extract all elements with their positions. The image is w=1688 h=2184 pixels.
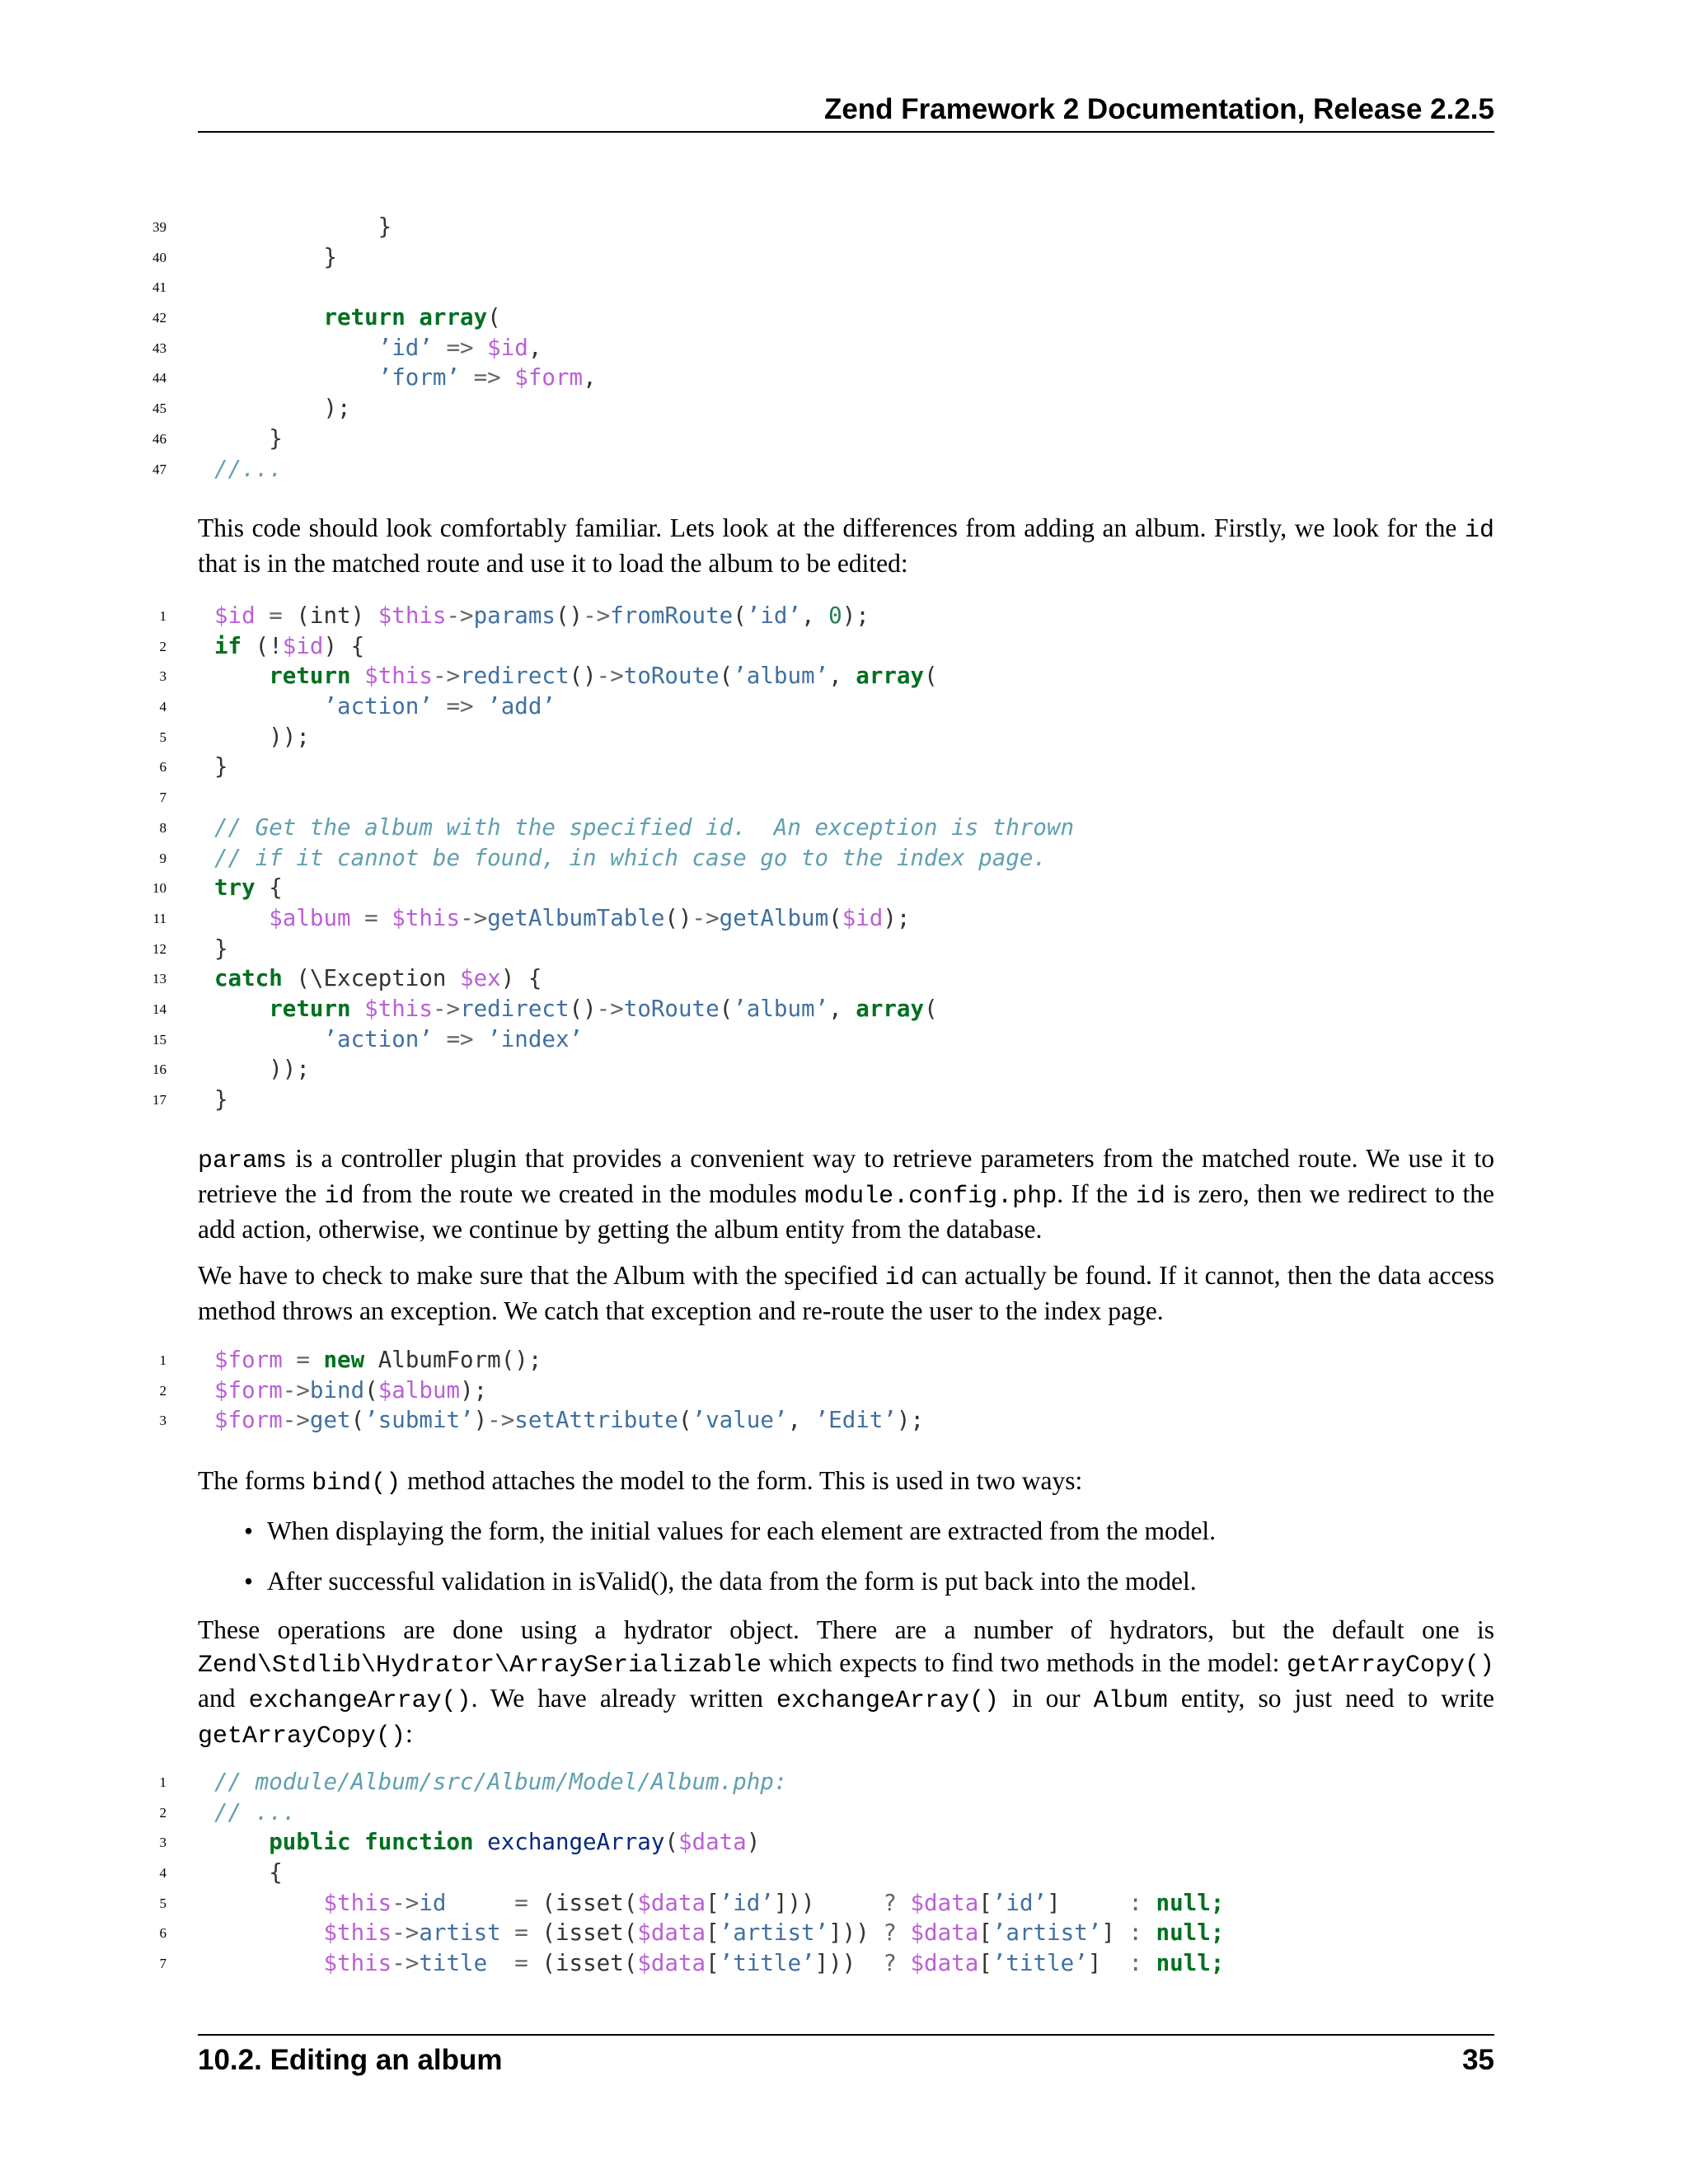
line-number: 4: [159, 1865, 166, 1882]
line-number: 6: [159, 759, 166, 776]
code-line: 4 {: [0, 1858, 1688, 1888]
code-line: 1 $form = new AlbumForm();: [0, 1345, 1688, 1376]
line-number: 2: [159, 1804, 166, 1821]
code-line: 12 }: [0, 934, 1688, 964]
line-number: 5: [159, 1895, 166, 1911]
code-line: 44 ’form’ => $form,: [0, 363, 1688, 393]
code-line: 11 $album = $this->getAlbumTable()->getAlbum($id);: [0, 903, 1688, 934]
code-line: 7 $this->title = (isset($data[’title’])) ? $data[’title’] : null;: [0, 1948, 1688, 1979]
line-number: 46: [152, 430, 166, 447]
line-number: 10: [152, 880, 166, 897]
line-number: 3: [159, 1413, 166, 1429]
code-line: 5 $this->id = (isset($data[’id’])) ? $data[’id’] : null;: [0, 1888, 1688, 1919]
line-number: 4: [159, 699, 166, 715]
line-number: 3: [159, 1835, 166, 1851]
code-line: 2 // ...: [0, 1797, 1688, 1828]
line-number: 47: [152, 461, 166, 477]
code-line: 1 $id = (int) $this->params()->fromRoute(’id’, 0);: [0, 601, 1688, 631]
code-line: 46 }: [0, 424, 1688, 454]
code-line: [0, 782, 1688, 813]
line-number: 5: [159, 729, 166, 745]
line-number: 1: [159, 608, 166, 624]
list-item: • When displaying the form, the initial values for each element are extracted from the model.: [198, 1515, 1494, 1565]
line-number: 45: [152, 401, 166, 417]
code-line: 3 return $this->redirect()->toRoute(’album’, array(: [0, 661, 1688, 691]
code-line: 45 );: [0, 393, 1688, 424]
line-number: 2: [159, 1382, 166, 1399]
paragraph-5: These operations are done using a hydrator object. There are a number of hydrators, but the default one is Zend\Stdlib\Hydrator\ArraySerializable which expects to find two methods in the model: getArrayCopy() and exchangeArray(). We have already written exchangeArray() in our Album entity, so just need to write getArrayCopy():: [198, 1615, 1495, 1750]
code-line: 15 ’action’ => ’index’: [0, 1024, 1688, 1055]
code-line: 2 if (!$id) {: [0, 631, 1688, 662]
code-line: 8 // Get the album with the specified id. An exception is thrown: [0, 813, 1688, 843]
page-header: [198, 91, 1494, 133]
paragraph-4: The forms bind() method attaches the model to the form. This is used in two ways:: [198, 1466, 1083, 1497]
code-line: 6 $this->artist = (isset($data[’artist’])) ? $data[’artist’] : null;: [0, 1918, 1688, 1948]
code-line: [0, 272, 1688, 302]
paragraph-3: We have to check to make sure that the Album with the specified id can actually be found. If it cannot, then the data access method throws an exception. We catch that exception and re-route the user to the index page.: [198, 1261, 1494, 1325]
code-line: 13 catch (\Exception $ex) {: [0, 963, 1688, 994]
line-number: 11: [152, 910, 166, 926]
line-number: 13: [152, 971, 166, 987]
line-number: 1: [159, 1774, 166, 1790]
list-item: • After successful validation in isValid(), the data from the form is put back into the model.: [198, 1565, 1494, 1615]
line-number: 7: [159, 1956, 166, 1972]
line-number: 6: [159, 1925, 166, 1942]
line-number: 42: [152, 310, 166, 326]
code-line: 4 ’action’ => ’add’: [0, 691, 1688, 722]
line-number: 17: [152, 1092, 166, 1108]
code-line: 2 $form->bind($album);: [0, 1376, 1688, 1406]
bullet-list: [198, 1515, 1494, 1615]
code-block-4: [0, 1767, 1688, 1979]
line-number: 12: [152, 940, 166, 957]
code-line: 5 ));: [0, 722, 1688, 752]
paragraph-2: params is a controller plugin that provides a convenient way to retrieve parameters from the matched route. We use it to retrieve the id from the route we created in the modules module.config.php. If the id is zero, then we redirect to the add action, otherwise, we continue by getting the album entity from the database.: [198, 1144, 1494, 1244]
line-number: 41: [152, 279, 166, 296]
header-title: Zend Framework 2 Documentation, Release 2.2.5: [823, 93, 1494, 125]
paragraph-1: This code should look comfortably familiar. Lets look at the differences from adding an album. Firstly, we look for the id that is in the matched route and use it to load the album to be edited:: [198, 513, 1494, 578]
code-block-2: [0, 601, 1688, 1115]
line-number: 8: [159, 819, 166, 836]
footer-section: 10.2. Editing an album: [198, 2044, 503, 2076]
line-number: 7: [159, 790, 166, 806]
code-block-1: [0, 212, 1688, 484]
code-line: 40 }: [0, 242, 1688, 273]
page-number: 35: [1462, 2044, 1494, 2076]
line-number: 44: [152, 370, 166, 387]
code-line: 16 ));: [0, 1054, 1688, 1085]
line-number: 2: [159, 638, 166, 654]
code-line: 47 //...: [0, 454, 1688, 485]
line-number: 40: [152, 249, 166, 265]
code-line: 3 $form->get(’submit’)->setAttribute(’value’, ’Edit’);: [0, 1405, 1688, 1436]
line-number: 9: [159, 850, 166, 866]
page-footer: [198, 2034, 1494, 2082]
code-line: 10 try {: [0, 873, 1688, 903]
line-number: 15: [152, 1031, 166, 1047]
code-line: 9 // if it cannot be found, in which case go to the index page.: [0, 843, 1688, 874]
code-block-3: [0, 1345, 1688, 1436]
line-number: 43: [152, 340, 166, 356]
line-number: 14: [152, 1001, 166, 1017]
line-number: 39: [152, 219, 166, 235]
code-line: 39 }: [0, 212, 1688, 242]
code-line: 1 // module/Album/src/Album/Model/Album.php:: [0, 1767, 1688, 1797]
line-number: 16: [152, 1062, 166, 1078]
code-line: 43 ’id’ => $id,: [0, 333, 1688, 363]
line-number: 3: [159, 668, 166, 685]
code-line: 42 return array(: [0, 302, 1688, 333]
code-line: 3 public function exchangeArray($data): [0, 1827, 1688, 1858]
code-line: 14 return $this->redirect()->toRoute(’album’, array(: [0, 994, 1688, 1024]
line-number: 1: [159, 1352, 166, 1368]
code-line: 17 }: [0, 1085, 1688, 1115]
code-line: 6 }: [0, 752, 1688, 782]
